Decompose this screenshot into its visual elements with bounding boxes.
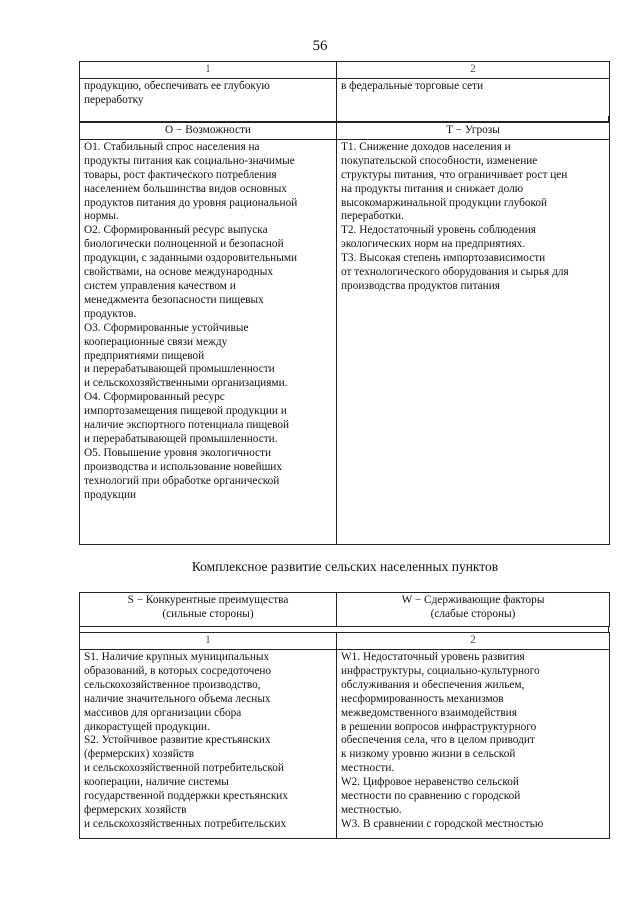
text-line: и перерабатывающей промышленности	[84, 363, 275, 376]
text-line: Т1. Снижение доходов населения и	[341, 140, 511, 153]
text-line: товары, рост фактического потребления	[84, 168, 277, 181]
text-line: переработку	[84, 93, 144, 106]
text-line: населением большинства видов основных	[84, 182, 287, 195]
weaknesses-header	[337, 593, 610, 627]
text-line: продуктов питания до уровня рациональной	[84, 196, 298, 209]
threats-header: T − Угрозы	[337, 123, 610, 140]
text-line: W2. Цифровое неравенство сельской	[341, 776, 519, 789]
text-line: W3. В сравнении с городской местностью	[341, 817, 544, 830]
column-number-1: 1	[80, 62, 337, 79]
text-line: S − Конкурентные преимущества	[127, 594, 289, 606]
text-line: фермерских хозяйств	[84, 803, 187, 816]
text-line: свойствами, на основе международных	[84, 266, 274, 279]
text-line: W1. Недостаточный уровень развития	[341, 651, 525, 663]
swot-table-rural-body	[79, 632, 610, 839]
column-number-row	[80, 633, 610, 650]
text-line: продукции, с заданными оздоровительными	[84, 252, 298, 265]
weaknesses-cell	[337, 650, 610, 839]
text-line: (фермерских) хозяйств	[84, 748, 195, 761]
text-line: W − Сдерживающие факторы	[401, 594, 545, 606]
section-title: Комплексное развитие сельских населенных пунктов	[191, 559, 499, 574]
text-line: (слабые стороны)	[430, 607, 516, 620]
text-line: наличие экспортного потенциала пищевой	[84, 419, 290, 432]
text-line: обслуживания и обеспечения жильем,	[341, 678, 525, 691]
header-row	[80, 123, 610, 140]
text-line: продукты питания как социально-значимые	[84, 154, 295, 167]
text-line: продукцию, обеспечивать ее глубокую	[84, 80, 270, 92]
column-number-2: 2	[337, 62, 610, 79]
text-line: систем управления качеством и	[84, 279, 236, 292]
text-line: от технологического оборудования и сырья для	[341, 266, 569, 279]
swot-table-food-industry-continued	[79, 61, 610, 122]
text-line: (сильные стороны)	[162, 607, 254, 620]
text-line: местностью.	[341, 803, 402, 816]
opportunities-header: O − Возможности	[80, 123, 337, 140]
text-line: производства и использование новейших	[84, 460, 283, 473]
column-number-2: 2	[337, 633, 610, 650]
text-line: структуры питания, что ограничивает рост цен	[341, 168, 568, 181]
header-row	[80, 593, 610, 627]
text-line: к низкому уровню жизни в сельской	[341, 748, 516, 761]
text-line: высокомаржинальной продукции глубокой	[341, 196, 548, 209]
text-line: инфраструктуры, социально-культурного	[341, 664, 540, 677]
text-line: кооперационные связи между	[84, 335, 228, 348]
column-number-row	[80, 62, 610, 79]
text-line: наличие значительного объема лесных	[84, 692, 271, 705]
text-line: экологических норм на предприятиях.	[341, 238, 526, 251]
text-line: О1. Стабильный спрос населения на	[84, 140, 260, 153]
text-line: продуктов.	[84, 307, 137, 320]
text-line: массивов для организации сбора	[84, 706, 242, 719]
text-line: биологически полноценной и безопасной	[84, 238, 284, 251]
text-line: государственной поддержки крестьянских	[84, 790, 289, 803]
page-number: 56	[312, 38, 328, 54]
text-line: О2. Сформированный ресурс выпуска	[84, 224, 268, 237]
text-line: продукции	[84, 488, 137, 501]
text-line: в федеральные торговые сети	[341, 80, 484, 92]
text-line: и перерабатывающей промышленности.	[84, 432, 278, 445]
text-line: О5. Повышение уровня экологичности	[84, 446, 272, 459]
swot-table-opportunities-threats	[79, 122, 610, 545]
text-line: S2. Устойчивое развитие крестьянских	[84, 734, 271, 747]
strengths-header	[80, 593, 337, 627]
text-line: Т3. Высокая степень импортозависимости	[341, 252, 546, 265]
text-line: и сельскохозяйственных потребительских	[84, 817, 287, 830]
text-line: О3. Сформированные устойчивые	[84, 321, 249, 334]
text-line: импортозамещения пищевой продукции и	[84, 405, 287, 418]
text-line: межведомственного взаимодействия	[341, 706, 517, 719]
text-line: Т2. Недостаточный уровень соблюдения	[341, 224, 536, 237]
content-row	[80, 650, 610, 839]
text-line: несформированность механизмов	[341, 692, 504, 705]
text-line: образований, в которых сосредоточено	[84, 664, 272, 677]
strengths-cell	[80, 650, 337, 839]
threats-cell	[337, 139, 610, 544]
text-line: переработки.	[341, 210, 404, 223]
text-line: обеспечения села, что в целом приводит	[341, 734, 535, 747]
text-line: покупательской способности, изменение	[341, 154, 538, 167]
text-line: местности по сравнению с городской	[341, 790, 521, 803]
text-line: на продукты питания и снижает долю	[341, 182, 524, 195]
text-line: нормы.	[84, 210, 119, 223]
text-line: местности.	[341, 762, 395, 775]
column-number-1: 1	[80, 633, 337, 650]
text-line: и сельскохозяйственной потребительской	[84, 762, 284, 775]
content-row	[80, 139, 610, 544]
text-line: в решении вопросов инфраструктурного	[341, 720, 537, 733]
text-line: менеджмента безопасности пищевых	[84, 293, 264, 306]
text-line: кооперации, наличие системы	[84, 776, 229, 789]
text-line: предприятиями пищевой	[84, 349, 205, 362]
text-line: О4. Сформированный ресурс	[84, 391, 225, 404]
text-line: S1. Наличие крупных муниципальных	[84, 651, 270, 663]
text-line: производства продуктов питания	[341, 279, 500, 292]
text-line: сельскохозяйственное производство,	[84, 678, 261, 691]
text-line: технологий при обработке органической	[84, 474, 280, 487]
opportunities-cell	[80, 139, 337, 544]
text-line: и сельскохозяйственными организациями.	[84, 377, 288, 390]
text-line: дикорастущей продукции.	[84, 720, 210, 733]
swot-table-rural-header	[79, 592, 610, 627]
